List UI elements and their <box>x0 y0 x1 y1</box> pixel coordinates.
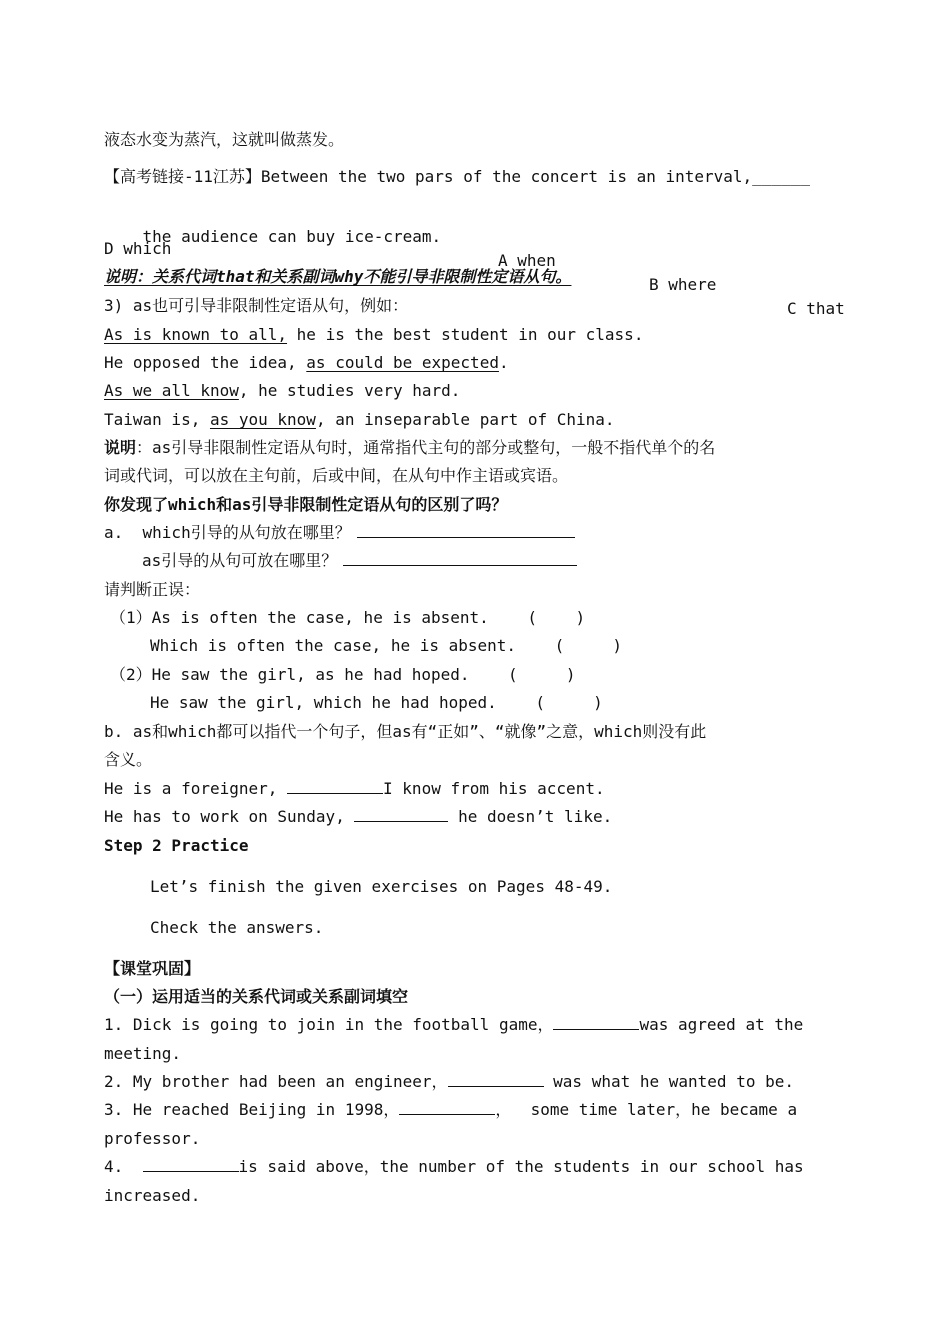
option-d: D which <box>104 239 172 258</box>
underlined-clause: As we all know <box>104 381 239 400</box>
sentence-text: , an inseparable part of China. <box>315 410 615 429</box>
exercise-item <box>104 1155 804 1179</box>
text-line: b. as和which都可以指代一个句子，但as有“正如”、“就像”之意，which则没有此 <box>104 722 707 741</box>
sentence-text: was agreed at the <box>639 1015 804 1034</box>
text-line: 含义。 <box>104 750 153 769</box>
answer-blank[interactable] <box>357 523 575 538</box>
answer-blank[interactable] <box>287 779 383 794</box>
sentence-text: he doesn’t like. <box>448 807 613 826</box>
fill-sentence <box>104 805 612 829</box>
example-sentence <box>104 351 509 375</box>
section-heading: Step 2 Practice <box>104 836 249 855</box>
explanation-text: ：as引导非限制性定语从句时，通常指代主句的部分或整句，一般不指代单个的名 <box>136 438 716 457</box>
text-line: 液态水变为蒸汽，这就叫做蒸发。 <box>104 130 345 149</box>
answer-blank[interactable] <box>553 1015 639 1030</box>
question-text: as引导的从句可放在哪里？ <box>142 551 338 570</box>
text-line: Let’s finish the given exercises on Pages 48-49. <box>150 877 613 896</box>
section-heading: 【课堂巩固】 <box>104 959 201 978</box>
exercise-item <box>104 1013 803 1037</box>
question-a <box>104 521 575 545</box>
text-line: 3) as也可引导非限制性定语从句，例如： <box>104 296 409 315</box>
underlined-clause: As is known to all, <box>104 325 288 344</box>
text-line: 词或代词，可以放在主句前，后或中间，在从句中作主语或宾语。 <box>104 466 569 485</box>
question-text: the audience can buy ice-cream. <box>142 227 442 246</box>
sentence-text: , he studies very hard. <box>238 381 461 400</box>
explanation-line <box>104 436 715 460</box>
sentence-text: Taiwan is, <box>104 410 210 429</box>
gaokao-link-question: 【高考链接-11江苏】Between the two pars of the concert is an interval,______ <box>104 167 810 186</box>
answer-blank[interactable] <box>354 807 448 822</box>
sentence-text: 2. My brother had been an engineer， <box>104 1072 448 1091</box>
text-line: Check the answers. <box>150 918 324 937</box>
example-sentence <box>104 323 643 347</box>
exercise-item <box>104 1098 797 1122</box>
note-label: 说明 <box>104 438 137 457</box>
judge-item: He saw the girl, which he had hoped. ( ) <box>150 693 603 712</box>
answer-blank[interactable] <box>448 1072 544 1087</box>
judge-item: （2）He saw the girl, as he had hoped. ( ) <box>110 665 576 684</box>
underlined-clause: as could be expected <box>306 353 499 372</box>
answer-blank[interactable] <box>399 1100 495 1115</box>
exercise-item <box>104 1070 794 1094</box>
note-line: 说明：关系代词that和关系副词why不能引导非限制性定语从句。 <box>104 267 572 286</box>
question-text: a. which引导的从句放在哪里？ <box>104 523 351 542</box>
sentence-text: I know from his accent. <box>383 779 605 798</box>
sentence-text: He is a foreigner, <box>104 779 288 798</box>
option-c: C that <box>787 299 845 318</box>
sentence-text: . <box>498 353 509 372</box>
option-a: A when <box>498 251 556 270</box>
option-b: B where <box>649 275 717 294</box>
question-a2 <box>142 549 577 573</box>
example-sentence <box>104 408 615 432</box>
answer-blank[interactable] <box>143 1157 239 1172</box>
sentence-text: is said above，the number of the students in our school has <box>238 1157 804 1176</box>
sentence-text: was what he wanted to be. <box>543 1072 794 1091</box>
sentence-text: 1. Dick is going to join in the football game， <box>104 1015 554 1034</box>
underlined-clause: as you know <box>209 410 316 429</box>
judge-item: （1）As is often the case, he is absent. ( ) <box>110 608 586 627</box>
sentence-text: He has to work on Sunday, <box>104 807 355 826</box>
sentence-text: 4. <box>104 1157 143 1176</box>
text-line: meeting. <box>104 1044 182 1063</box>
text-line: professor. <box>104 1129 201 1148</box>
answer-blank[interactable] <box>343 551 577 566</box>
fill-sentence <box>104 777 605 801</box>
example-sentence <box>104 379 460 403</box>
judge-item: Which is often the case, he is absent. ( ) <box>150 636 623 655</box>
sentence-text: he is the best student in our class. <box>287 325 644 344</box>
subsection-heading: （一）运用适当的关系代词或关系副词填空 <box>104 987 409 1006</box>
sentence-text: He opposed the idea, <box>104 353 307 372</box>
text-line: increased. <box>104 1186 201 1205</box>
question-heading: 你发现了which和as引导非限制性定语从句的区别了吗？ <box>104 495 508 514</box>
sentence-text: ， some time later，he became a <box>495 1100 798 1119</box>
sentence-text: 3. He reached Beijing in 1998， <box>104 1100 400 1119</box>
text-line: 请判断正误： <box>104 580 201 599</box>
